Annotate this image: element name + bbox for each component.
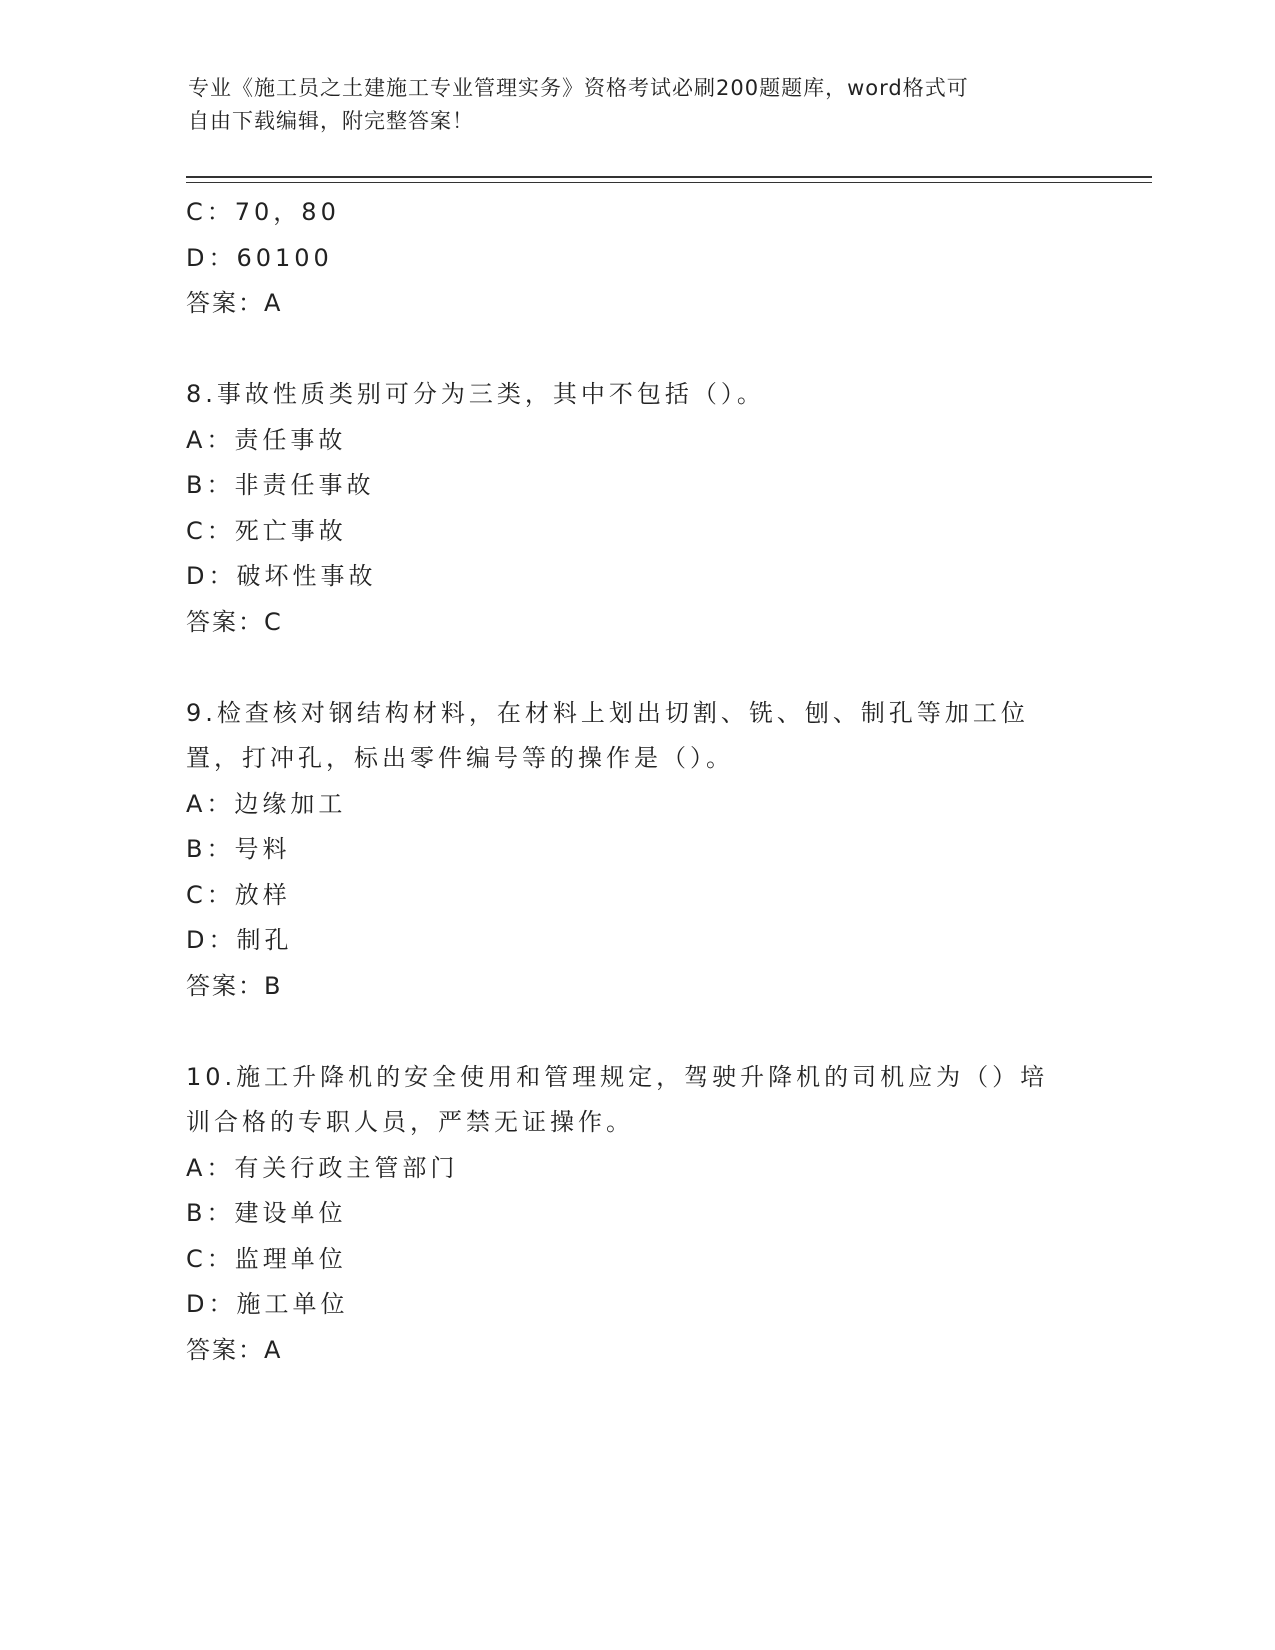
option-d: D：施工单位 — [186, 1290, 349, 1318]
option-b: B：建设单位 — [186, 1199, 347, 1227]
option-b: B：非责任事故 — [186, 471, 375, 499]
option-a: A：有关行政主管部门 — [186, 1153, 459, 1182]
question-stem-line-1: 9.检查核对钢结构材料，在材料上划出切割、铣、刨、制孔等加工位 — [186, 698, 1029, 727]
option-d: D：破坏性事故 — [186, 562, 377, 590]
option-d: D：60100 — [186, 243, 333, 272]
header-divider-thin — [186, 182, 1152, 183]
question-stem-line-1: 10.施工升降机的安全使用和管理规定，驾驶升降机的司机应为（）培 — [186, 1062, 1049, 1091]
page-header — [188, 72, 1088, 138]
option-c: C：70，80 — [186, 198, 340, 226]
question-list — [186, 190, 1086, 1373]
option-d: D：制孔 — [186, 926, 293, 954]
answer-line: 答案：A — [186, 289, 283, 317]
question-8 — [186, 372, 1086, 645]
question-10 — [186, 1055, 1086, 1374]
question-stem-line-2: 置，打冲孔，标出零件编号等的操作是（）。 — [186, 744, 734, 772]
header-title-line-2: 自由下载编辑，附完整答案！ — [188, 109, 474, 133]
question-7-tail — [186, 190, 1086, 327]
answer-line: 答案：B — [186, 971, 283, 1000]
option-c: C：放样 — [186, 880, 291, 909]
header-title-line-1: 专业《施工员之土建施工专业管理实务》资格考试必刷200题题库，word格式可 — [188, 76, 969, 100]
question-9 — [186, 691, 1086, 1010]
option-a: A：责任事故 — [186, 425, 347, 454]
option-b: B：号料 — [186, 835, 291, 863]
question-stem-line-2: 训合格的专职人员，严禁无证操作。 — [186, 1108, 634, 1136]
question-stem: 8.事故性质类别可分为三类，其中不包括（）。 — [186, 380, 765, 408]
answer-line: 答案：A — [186, 1335, 283, 1364]
option-a: A：边缘加工 — [186, 789, 347, 818]
option-c: C：死亡事故 — [186, 516, 347, 545]
header-divider-thick — [186, 176, 1152, 178]
option-c: C：监理单位 — [186, 1244, 347, 1273]
answer-line: 答案：C — [186, 607, 283, 636]
